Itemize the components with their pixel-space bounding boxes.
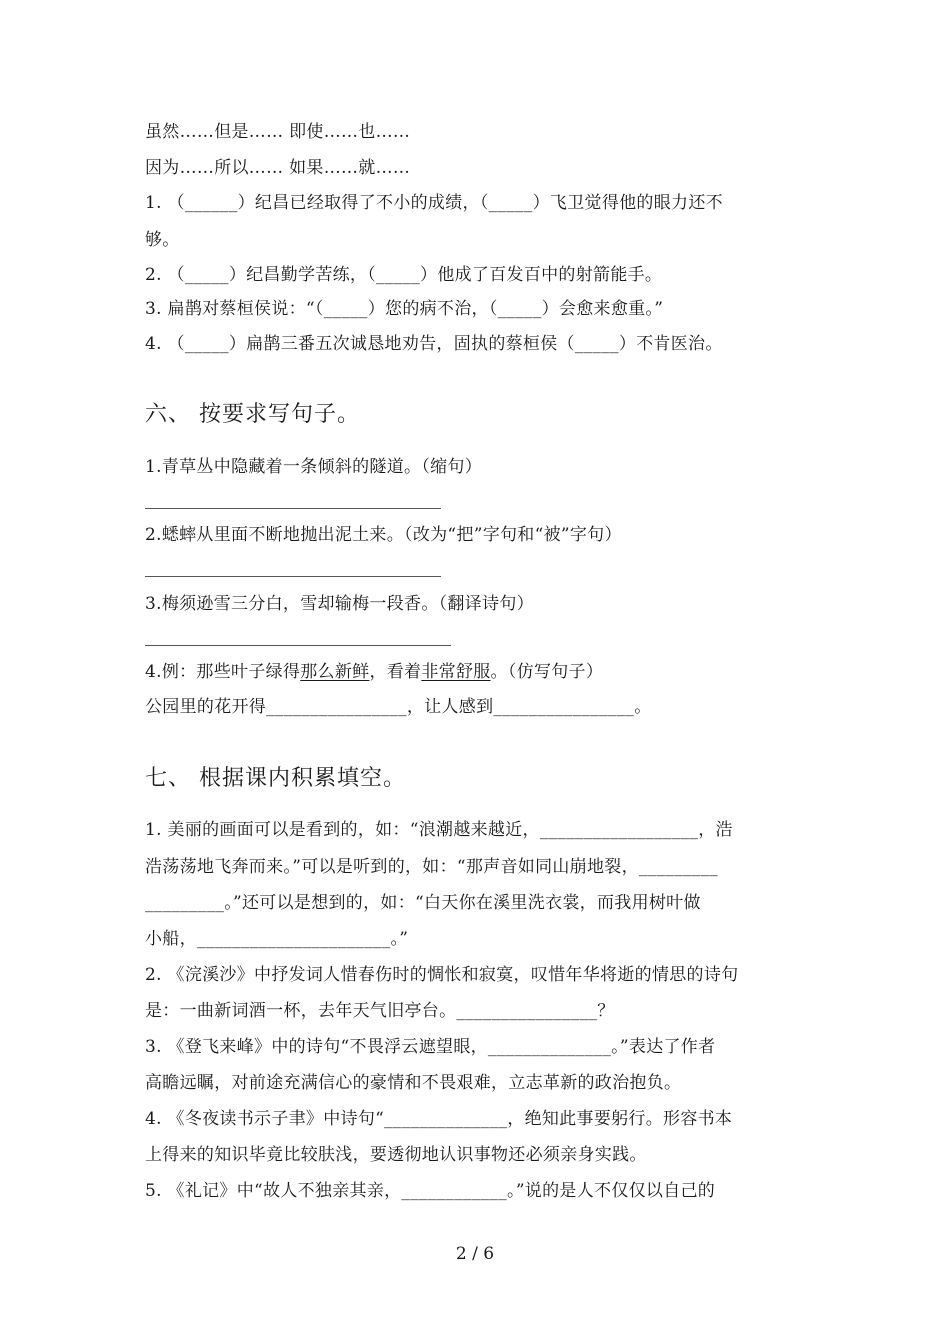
s7-question-2-line-1: 2. 《浣溪沙》中抒发词人惜春伤时的惆怅和寂寞，叹惜年华将逝的情思的诗句 (145, 965, 739, 985)
s7-question-3-line-2: 高瞻远瞩，对前途充满信心的豪情和不畏艰难，立志革新的政治抱负。 (145, 1073, 682, 1093)
s7-question-2-line-2: 是：一曲新词酒一杯，去年天气旧亭台。________________？ (145, 1001, 615, 1021)
s7-question-1-line-1: 1. 美丽的画面可以是看到的，如：“浪潮越来越近，__________________，浩 (145, 820, 733, 840)
s7-question-1-line-4: 小船，______________________。” (145, 929, 409, 949)
s6-q4-mid: ，看着 (369, 662, 422, 682)
s5-question-4: 4. （_____）扁鹊三番五次诚恳地劝告，固执的蔡桓侯（_____）不肯医治。 (145, 334, 723, 354)
section-6-heading: 六、 按要求写句子。 (145, 402, 360, 427)
s6-q4-underlined-1: 那么新鲜 (300, 662, 370, 682)
s7-question-1-line-2: 浩荡荡地飞奔而来。”可以是听到的，如：“那声音如同山崩地裂，_________ (145, 857, 719, 877)
s5-question-2: 2. （_____）纪昌勤学苦练，（_____）他成了百发百中的射箭能手。 (145, 265, 663, 285)
s6-question-4 (145, 660, 603, 684)
s6-answer-line-3[interactable] (145, 645, 451, 646)
s5-question-3: 3. 扁鹊对蔡桓侯说：“（_____）您的病不治，（_____）会愈来愈重。” (145, 299, 664, 319)
s5-question-1-line-1: 1. （______）纪昌已经取得了不小的成绩，（_____）飞卫觉得他的眼力还不 (145, 193, 723, 213)
s6-question-2: 2.蟋蟀从里面不断地抛出泥土来。（改为“把”字句和“被”字句） (145, 525, 622, 545)
s6-answer-line-2[interactable] (145, 576, 441, 577)
s7-question-5-line-1: 5. 《礼记》中“故人不独亲其亲，____________。”说的是人不仅仅以自己的 (145, 1181, 716, 1201)
conjunction-options-2: 因为……所以…… 如果……就…… (145, 158, 411, 178)
s5-question-1-line-2: 够。 (145, 230, 180, 250)
s6-question-4-line-2: 公园里的花开得________________，让人感到________________。 (145, 697, 652, 717)
s7-question-3-line-1: 3. 《登飞来峰》中的诗句“不畏浮云遮望眼，______________。”表达了作者 (145, 1037, 716, 1057)
s6-q4-prefix: 4.例：那些叶子绿得 (145, 662, 301, 682)
conjunction-options-1: 虽然……但是…… 即使……也…… (145, 122, 411, 142)
s6-question-3: 3.梅须逊雪三分白，雪却输梅一段香。（翻译诗句） (145, 594, 534, 614)
s7-question-1-line-3: _________。”还可以是想到的，如：“白天你在溪里洗衣裳，而我用树叶做 (145, 893, 701, 913)
section-7-heading: 七、 根据课内积累填空。 (145, 766, 406, 791)
page-number: 2 / 6 (455, 1244, 495, 1264)
s6-question-1: 1.青草丛中隐藏着一条倾斜的隧道。（缩句） (145, 457, 483, 477)
s6-answer-line-1[interactable] (145, 508, 441, 509)
s7-question-4-line-2: 上得来的知识毕竟比较肤浅，要透彻地认识事物还必须亲身实践。 (145, 1145, 647, 1165)
s6-q4-suffix: 。（仿写句子） (490, 662, 604, 682)
s7-question-4-line-1: 4. 《冬夜读书示子聿》中诗句“______________，绝知此事要躬行。形容书本 (145, 1109, 733, 1129)
s6-q4-underlined-2: 非常舒服 (421, 662, 491, 682)
